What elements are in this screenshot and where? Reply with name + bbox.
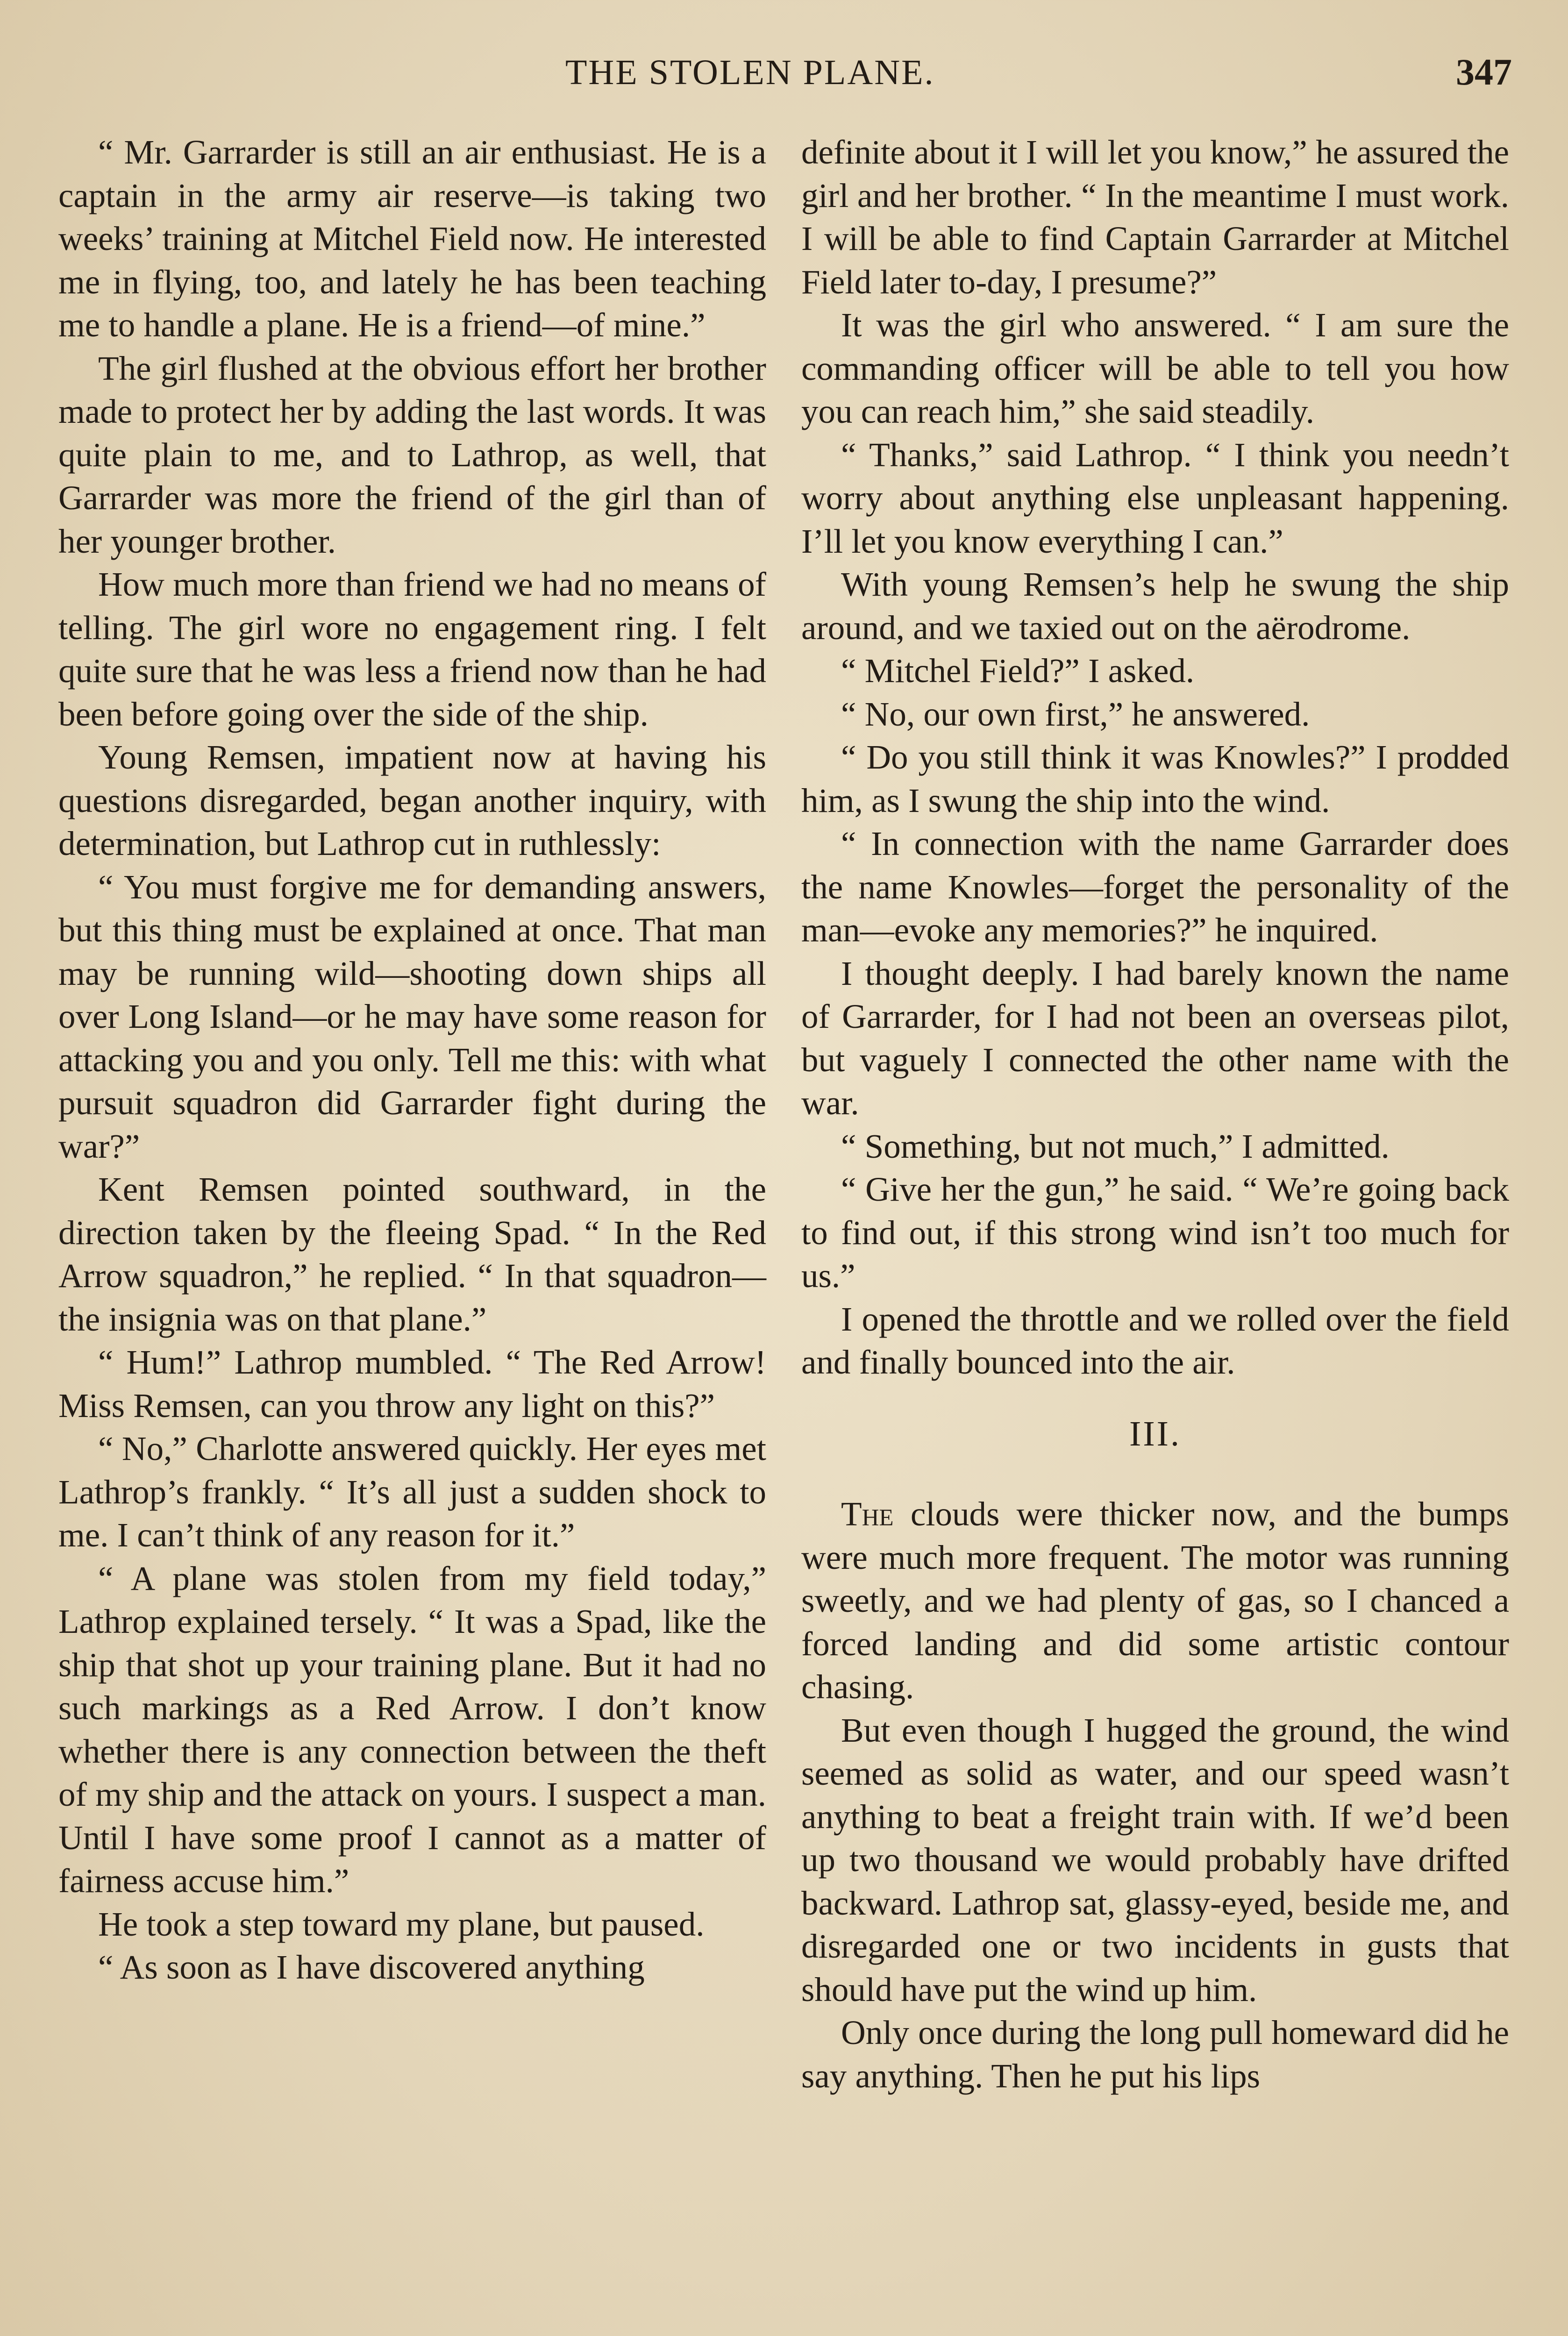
paragraph: “ As soon as I have discovered anything <box>98 1948 645 1986</box>
paragraph: It was the girl who answered. “ I am sure the commanding officer will be able to tell you how you can reach him,” she said steadily. <box>801 306 1509 430</box>
paragraph: I opened the throttle and we rolled over the field and finally bounced into the air. <box>801 1300 1509 1381</box>
section-heading: III. <box>1129 1414 1181 1453</box>
paragraph: I thought deeply. I had barely known the name of Garrarder, for I had not been an overseas pilot, but vaguely I connected the other name with the war. <box>801 954 1509 1122</box>
paragraph: Only once during the long pull homeward did he say anything. Then he put his lips <box>801 2014 1509 2095</box>
paragraph: “ Hum!” Lathrop mumbled. “ The Red Arrow! Miss Remsen, can you throw any light on this?” <box>58 1343 766 1424</box>
paragraph: “ Mr. Garrarder is still an air enthusiast. He is a captain in the army air reserve—is taking two weeks’ training at Mitchel Field now. He interested me in flying, too, and lately he has been teaching me to handle a plane. He is a friend—of mine.” <box>58 133 766 344</box>
paragraph: “ In connection with the name Garrarder does the name Knowles—forget the personality of the man—evoke any memories?” he inquired. <box>801 825 1509 949</box>
right-column <box>801 131 1509 2098</box>
paragraph: He took a step toward my plane, but paused. <box>98 1905 705 1943</box>
left-column <box>58 131 766 1989</box>
paragraph: “ Thanks,” said Lathrop. “ I think you needn’t worry about anything else unpleasant happening. I’ll let you know everything I can.” <box>801 435 1509 560</box>
paragraph: How much more than friend we had no means of telling. The girl wore no engagement ring. I felt quite sure that he was less a friend now than he had been before going over the side of the ship. <box>58 565 766 733</box>
paragraph: “ No,” Charlotte answered quickly. Her eyes met Lathrop’s frankly. “ It’s all just a sudden shock to me. I can’t think of any reason for it.” <box>58 1430 766 1554</box>
paragraph: With young Remsen’s help he swung the ship around, and we taxied out on the aërodrome. <box>801 565 1509 647</box>
running-head <box>0 47 1568 98</box>
paragraph: Kent Remsen pointed southward, in the direction taken by the fleeing Spad. “ In the Red Arrow squadron,” he replied. “ In that squadron—the insignia was on that plane.” <box>58 1170 766 1338</box>
paragraph: But even though I hugged the ground, the wind seemed as solid as water, and our speed wasn’t anything to beat a freight train with. If we’d been up two thousand we would probably have drifted backward. Lathrop sat, glassy-eyed, beside me, and disregarded one or two incidents in gusts that should have put the wind up him. <box>801 1711 1509 2008</box>
paragraph: “ A plane was stolen from my field today,” Lathrop explained tersely. “ It was a Spad, like the ship that shot up your training plane. But it had no such markings as a Red Arrow. I don’t know whether there is any connection between the theft of my ship and the attack on yours. I suspect a man. Until I have some proof I cannot as a matter of fairness accuse him.” <box>58 1559 766 1900</box>
paragraph: The girl flushed at the obvious effort her brother made to protect her by adding the last words. It was quite plain to me, and to Lathrop, as well, that Garrarder was more the friend of the girl than of her younger brother. <box>58 349 766 560</box>
paragraph: “ Mitchel Field?” I asked. <box>841 652 1195 690</box>
paragraph: “ You must forgive me for demanding answers, but this thing must be explained at once. That man may be running wild—shooting down ships all over Long Island—or he may have some reason for attacking you and you only. Tell me this: with what pursuit squadron did Garrarder fight during the war?” <box>58 868 766 1165</box>
lead-paragraph-text: clouds were thicker now, and the bumps were much more frequent. The motor was running sweetly, and we had plenty of gas, so I chanced a forced landing and did some artistic contour chasing. <box>801 1495 1509 1706</box>
lead-word: The <box>841 1495 894 1533</box>
paragraph: “ Something, but not much,” I admitted. <box>841 1127 1390 1165</box>
paragraph: “ Do you still think it was Knowles?” I prodded him, as I swung the ship into the wind. <box>801 738 1509 819</box>
paragraph-continued: definite about it I will let you know,” he assured the girl and her brother. “ In the meantime I must work. I will be able to find Captain Garrarder at Mitchel Field later to-day, I presume?” <box>801 133 1509 301</box>
running-title: THE STOLEN PLANE. <box>565 53 935 92</box>
paragraph: “ Give her the gun,” he said. “ We’re going back to find out, if this strong wind isn’t too much for us.” <box>801 1170 1509 1295</box>
page-number: 347 <box>1456 52 1512 93</box>
paragraph: “ No, our own first,” he answered. <box>841 695 1310 733</box>
paragraph: Young Remsen, impatient now at having his questions disregarded, began another inquiry, with determination, but Lathrop cut in ruthlessly: <box>58 738 766 862</box>
paragraph-section-start <box>801 1493 1509 1709</box>
